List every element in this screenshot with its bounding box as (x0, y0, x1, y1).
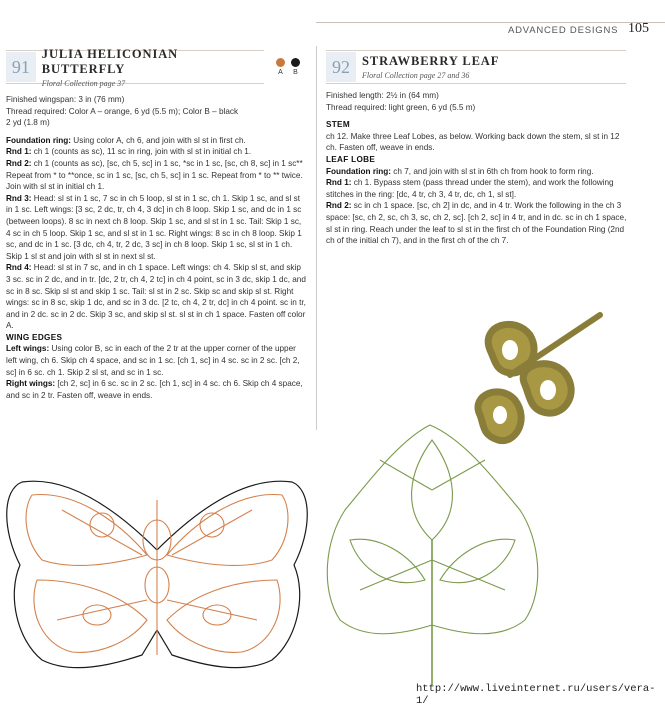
swatch-a (276, 58, 285, 76)
watermark-url: http://www.liveinternet.ru/users/vera-1/ (416, 683, 656, 707)
round-2: Rnd 2: ch 1 (counts as sc), [sc, ch 5, sc] in 1 sc, *sc in 1 sc, [sc, ch 8, sc] in 1 sc** Repeat from * to **once, sc in 1 sc, [sc, ch 5, sc] in 1 sc. Repeat from * to ** twice. Join with sl st in initial ch 1. (6, 158, 303, 192)
header-rule (316, 22, 665, 23)
stem-heading: STEM (326, 120, 350, 130)
thread-required-cont: 2 yd (1.8 m) (6, 118, 50, 128)
pattern-title-group (42, 47, 264, 88)
round-3: Rnd 3: Head: sl st in 1 sc, 7 sc in ch 5 loop, sl st in 1 sc, ch 1. Skip 1 sc, and sl st in 1 sc. Left wings: [3 sc, 2 dc, tr, ch 4, 3 dc] in ch 8 loop. Skip 1 sc, and dc in 1 sc (between loops). 8 sc in next ch 8 loop. Skip 1 sc, and sl st in 1 sc. Tail: Skip 1 sc, 4 sc in ch 5 loop. Skip 1 sc, and sl st in 1 sc. Right wings: 8 sc in ch 8 loop. Skip 1 sc, and dc in 1 sc. [3 dc, ch 4, tr, 2 dc, 3 sc] in ch 8 loop. Skip 1 sc, sl st in 1 ch. Skip 1 sl st and join with sl st in next sl st. (6, 193, 302, 261)
thread-required: Thread required: light green, 6 yd (5.5 m) (326, 102, 476, 112)
pattern-number: 91 (6, 52, 36, 82)
wing-edges-heading: WING EDGES (6, 332, 63, 342)
pattern-title: STRAWBERRY LEAF (362, 54, 500, 68)
leaf-chart (320, 420, 560, 690)
pattern-subtitle: Floral Collection page 27 and 36 (362, 71, 470, 80)
round-1: Rnd 1: ch 1. Bypass stem (pass thread under the stem), and work the following stitches in the ring: [dc, 4 tr, ch 3, 4 tr, dc, ch 1, sl st]. (326, 178, 614, 199)
pattern-number: 92 (326, 52, 356, 82)
pattern-91-header (6, 46, 264, 88)
pattern-subtitle: Floral Collection page 37 (41, 78, 126, 88)
swatch-b-dot (291, 58, 300, 67)
finished-size: Finished length: 2½ in (64 mm) (326, 91, 439, 100)
right-wings: Right wings: [ch 2, sc] in 6 sc. sc in 2 sc. [ch 1, sc] in 4 sc. ch 6. Skip ch 4 space, and sc in 2 tr. Fasten off, weave in ends. (6, 379, 303, 400)
left-wings: Left wings: Using color B, sc in each of the 2 tr at the upper corner of the upper left wing, ch 6. Skip ch 4 space, and sc in 1 sc. [ch 1, sc] in 4 sc. sc in 2 sc. [ch 2, sc] in 6 sc. ch 1. Skip 2 sl st, and sc in 1 sc. (6, 344, 300, 377)
leaf-lobe-heading: LEAF LOBE (326, 154, 376, 164)
column-separator (316, 46, 317, 430)
pattern-92-instructions (326, 90, 632, 247)
page-number: 105 (628, 21, 649, 36)
finished-size: Finished wingspan: 3 in (76 mm) (6, 95, 125, 104)
swatch-a-label: A (278, 69, 283, 76)
swatch-a-dot (276, 58, 285, 67)
round-4: Rnd 4: Head: sl st in 7 sc, and in ch 1 space. Left wings: ch 4. Skip sl st, and skip 3 sc. sc in 2 dc, and in tr. [dc, 2 tr, ch 4, 2 tc] in ch 4 point, sc in 3 dc, skip 1 dc, and sc in 8 sc. Skip sl st and skip 1 sc. Tail: sl st in 2 sc. Skip sc and skip sl st. Right wings: sc in 8 sc, skip 1 dc, and sc in 3 dc. [2 tc, ch 4, 2 tr, dc] in ch 4 point. sc in tr, and in 2 dc. sc in 2 dc. Skip 3 sc, and skip sl st. sl st in ch 1 space. Fasten off color A. (6, 263, 306, 331)
swatch-b-label: B (293, 69, 298, 76)
foundation-ring: Foundation ring: Using color A, ch 6, and join with sl st in first ch. (6, 135, 246, 145)
running-head: ADVANCED DESIGNS (508, 25, 619, 36)
foundation-ring: Foundation ring: ch 7, and join with sl st in 6th ch from hook to form ring. (326, 166, 594, 176)
pattern-title-group (362, 54, 499, 80)
swatch-b (291, 58, 300, 76)
pattern-title: JULIA HELICONIAN BUTTERFLY (41, 46, 179, 76)
pattern-91-instructions (6, 94, 306, 401)
round-2: Rnd 2: sc in ch 1 space. [sc, ch 2] in dc, and in 4 tr. Work the following in the ch 3 space: [sc, ch 2, sc, ch 3, sc, ch 2, sc]. [ch 2, sc] in 4 tr, and in dc. sc in ch 1 space, sl st in ring. Reach under the leaf to sl st in the first ch of the Foundation Ring (2nd ch of the initial ch 7), and in the first ch of the ch 7. (326, 201, 627, 246)
butterfly-chart (2, 470, 312, 685)
round-1: Rnd 1: ch 1 (counts as sc), 11 sc in ring, join with sl st in initial ch 1. (6, 147, 252, 157)
thread-required: Thread required: Color A – orange, 6 yd (5.5 m); Color B – black (6, 106, 239, 116)
color-swatches (276, 58, 300, 76)
stem-text: ch 12. Make three Leaf Lobes, as below. Working back down the stem, sl st in 12 ch. Fasten off, weave in ends. (326, 131, 620, 153)
pattern-92-header (326, 50, 626, 84)
